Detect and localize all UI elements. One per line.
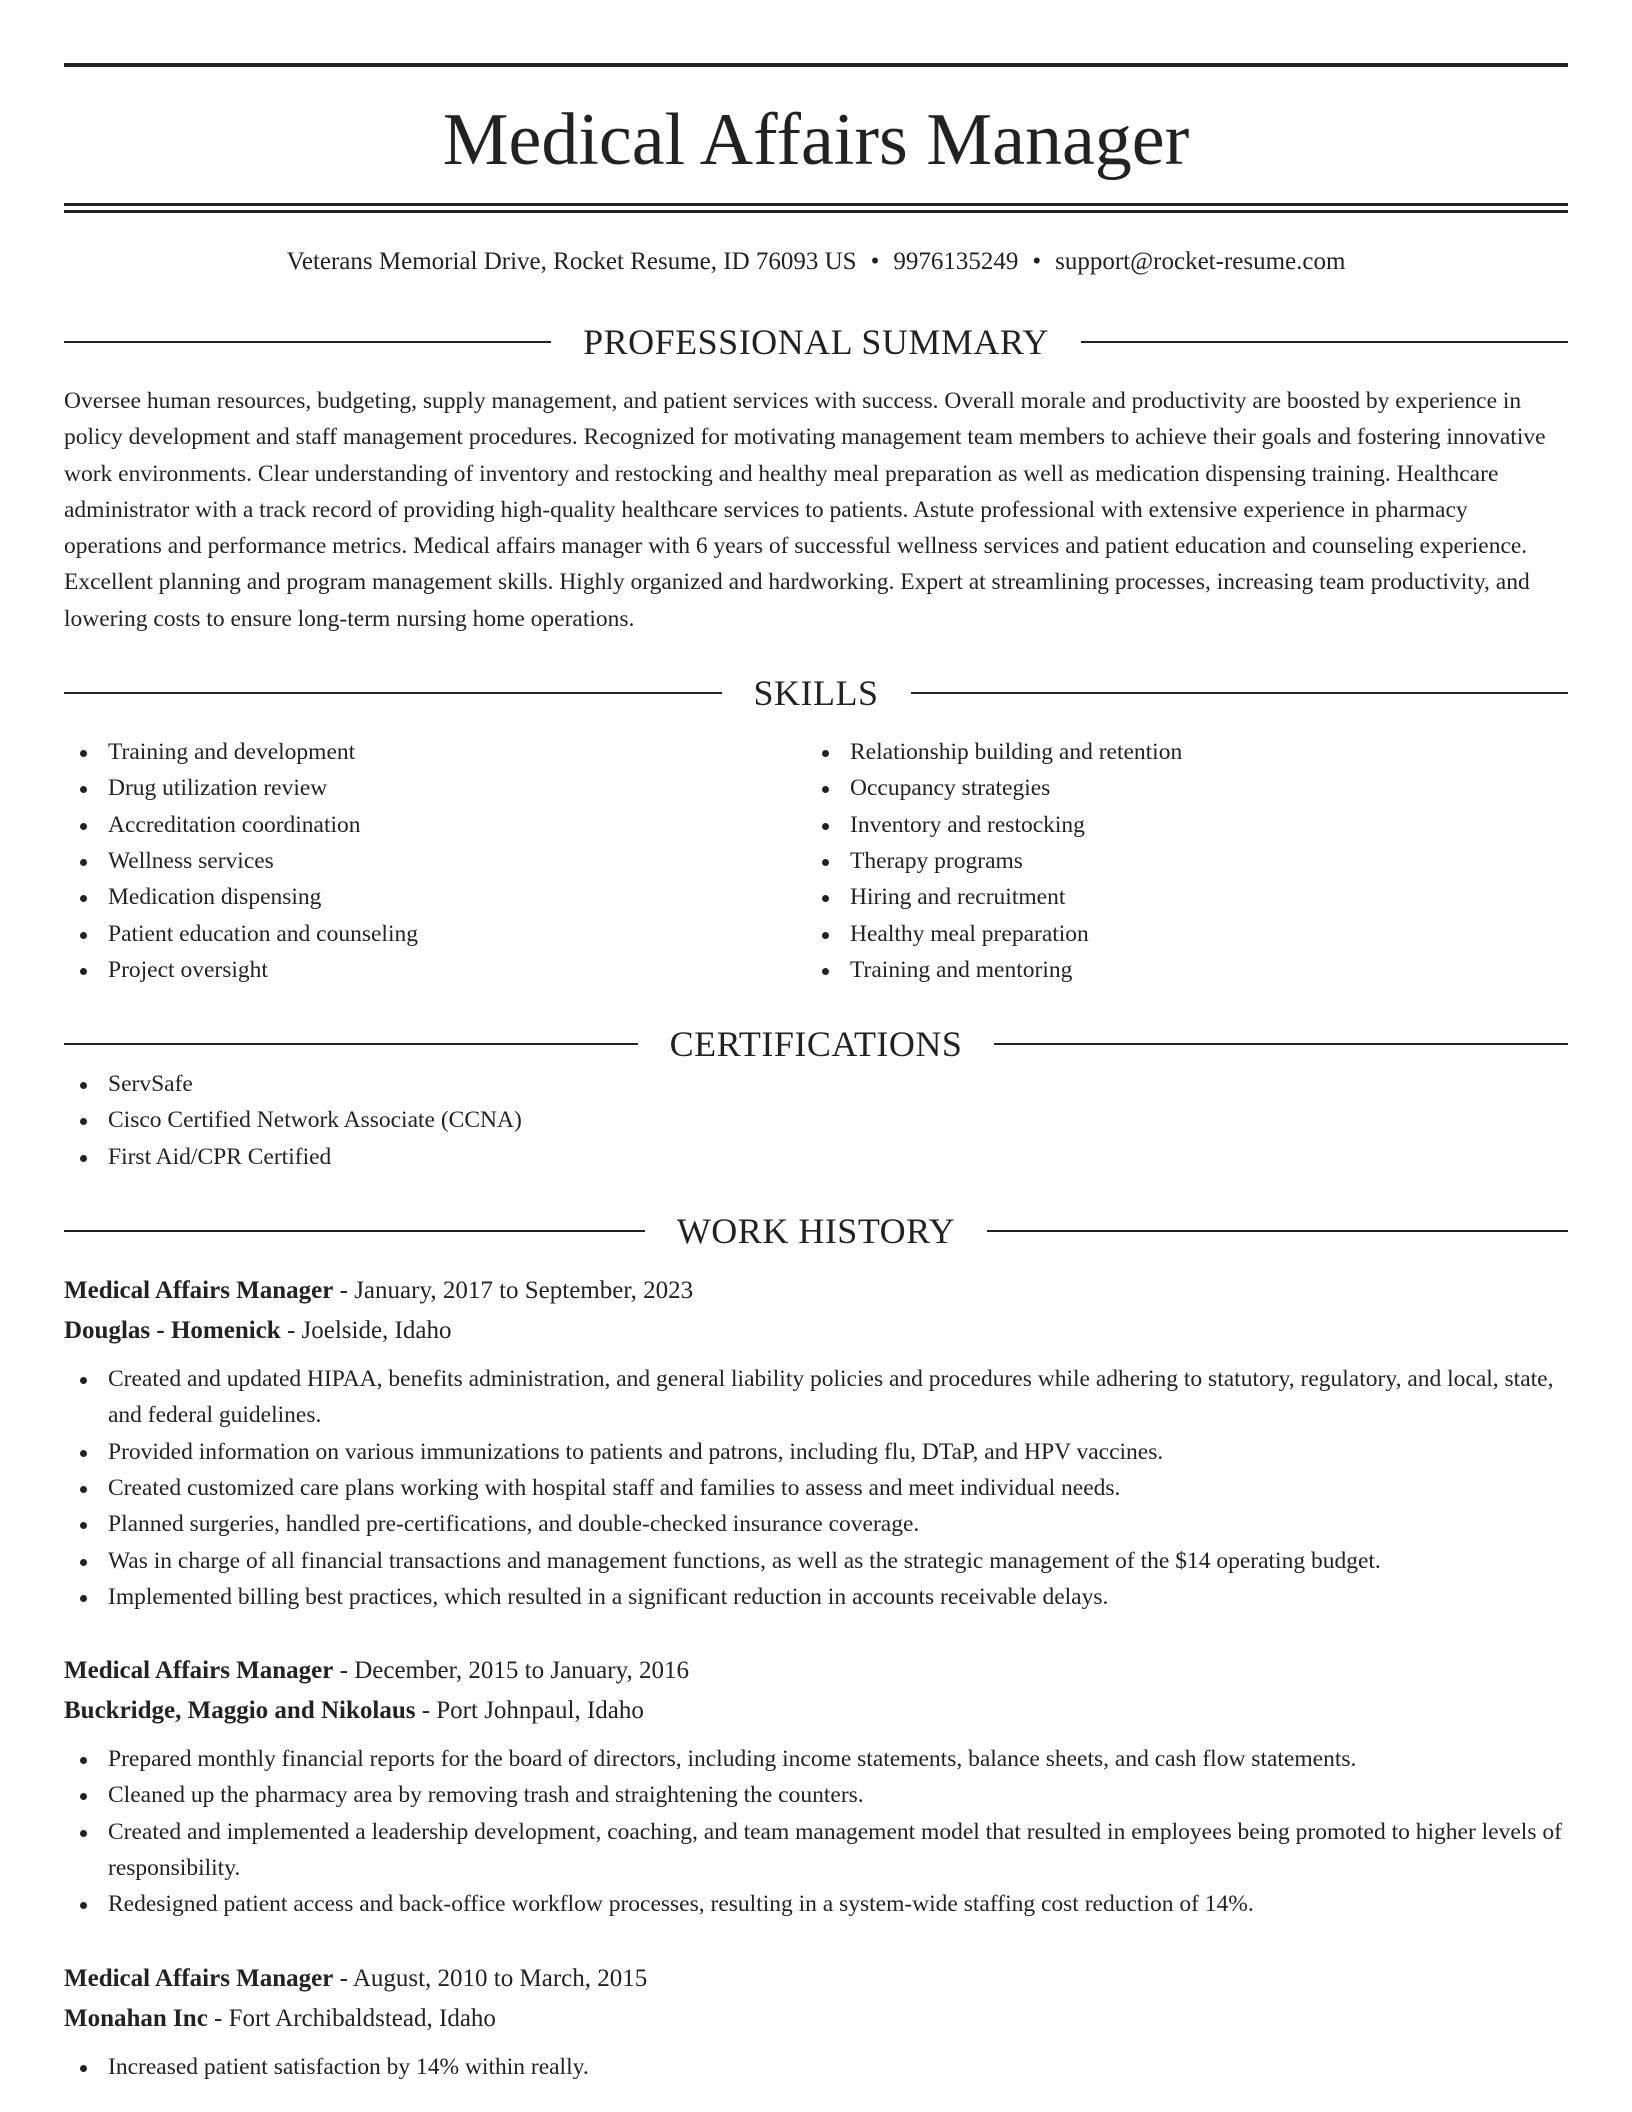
job-dates: - January, 2017 to September, 2023 — [333, 1277, 694, 1305]
job-entry — [64, 1271, 1568, 1615]
contact-separator: • — [1032, 248, 1042, 275]
skills-column-left — [64, 734, 806, 988]
heading-rule-left — [64, 341, 551, 343]
duty-item: Created customized care plans working with hospital staff and families to assess and meet individual needs. — [64, 1470, 1568, 1506]
job-duties — [64, 1741, 1568, 1922]
heading-label: CERTIFICATIONS — [669, 1024, 963, 1065]
contact-address: Veterans Memorial Drive, Rocket Resume, ID 76093 US — [286, 248, 857, 275]
skill-item: Occupancy strategies — [806, 770, 1548, 806]
skill-item: Inventory and restocking — [806, 807, 1548, 843]
skill-item: Hiring and recruitment — [806, 879, 1548, 915]
duty-item: Increased patient satisfaction by 14% within really. — [64, 2049, 1568, 2085]
certification-item: First Aid/CPR Certified — [64, 1139, 1568, 1175]
contact-phone: 9976135249 — [893, 248, 1019, 275]
resume-title: Medical Affairs Manager — [442, 99, 1190, 181]
job-title: Medical Affairs Manager — [64, 1277, 334, 1305]
heading-rule-left — [64, 1230, 645, 1232]
skill-item: Training and mentoring — [806, 952, 1548, 988]
job-location: - Port Johnpaul, Idaho — [415, 1697, 644, 1725]
job-entry — [64, 1651, 1568, 1922]
skill-item: Accreditation coordination — [64, 807, 806, 843]
section-heading-work-history — [64, 1209, 1568, 1253]
skill-item: Training and development — [64, 734, 806, 770]
skill-item: Therapy programs — [806, 843, 1548, 879]
heading-rule-right — [994, 1043, 1568, 1045]
job-title-line — [64, 1959, 1568, 1999]
skills-grid — [64, 734, 1568, 988]
duty-item: Prepared monthly financial reports for the board of directors, including income statements, balance sheets, and cash flow statements. — [64, 1741, 1568, 1777]
certifications-list — [64, 1066, 1568, 1175]
heading-rule-right — [987, 1230, 1568, 1232]
duty-item: Was in charge of all financial transactions and management functions, as well as the strategic management of the $14 operating budget. — [64, 1543, 1568, 1579]
certification-item: ServSafe — [64, 1066, 1568, 1102]
job-company: Buckridge, Maggio and Nikolaus — [64, 1697, 416, 1725]
job-dates: - December, 2015 to January, 2016 — [333, 1657, 689, 1685]
section-heading-certifications — [64, 1022, 1568, 1066]
skill-item: Healthy meal preparation — [806, 916, 1548, 952]
job-duties — [64, 2049, 1568, 2085]
heading-label: WORK HISTORY — [676, 1211, 956, 1252]
header-double-rule — [64, 203, 1568, 213]
job-entry — [64, 1959, 1568, 2085]
job-title: Medical Affairs Manager — [64, 1657, 334, 1685]
contact-line — [64, 246, 1568, 278]
skill-item: Drug utilization review — [64, 770, 806, 806]
job-company: Monahan Inc — [64, 2004, 208, 2032]
duty-item: Implemented billing best practices, which resulted in a significant reduction in accounts receivable delays. — [64, 1579, 1568, 1615]
job-title-line — [64, 1651, 1568, 1691]
contact-separator: • — [870, 248, 880, 275]
job-location: - Fort Archibaldstead, Idaho — [207, 2004, 496, 2032]
heading-rule-left — [64, 1043, 638, 1045]
duty-item: Redesigned patient access and back-office workflow processes, resulting in a system-wide staffing cost reduction of 14%. — [64, 1886, 1568, 1922]
job-duties — [64, 1361, 1568, 1615]
job-title: Medical Affairs Manager — [64, 1964, 334, 1992]
heading-rule-right — [911, 692, 1569, 694]
skill-item: Project oversight — [64, 952, 806, 988]
skill-item: Wellness services — [64, 843, 806, 879]
summary-paragraph: Oversee human resources, budgeting, supply management, and patient services with success. Overall morale and productivity are boosted by experience in policy development and staff management procedures. Recognized for motivating management team members to achieve their goals and fostering innovative work environments. Clear understanding of inventory and restocking and healthy meal preparation as well as medication dispensing training. Healthcare administrator with a track record of providing high-quality healthcare services to patients. Astute professional with extensive experience in pharmacy operations and performance metrics. Medical affairs manager with 6 years of successful wellness services and patient education and counseling experience. Excellent planning and program management skills. Highly organized and hardworking. Expert at streamlining processes, increasing team productivity, and lowering costs to ensure long-term nursing home operations. — [64, 388, 1546, 632]
contact-email: support@rocket-resume.com — [1055, 248, 1346, 275]
heading-rule-right — [1081, 341, 1568, 343]
duty-item: Created and implemented a leadership development, coaching, and team management model that resulted in employees being promoted to higher levels of responsibility. — [64, 1814, 1568, 1887]
header-top-rule — [64, 63, 1568, 67]
duty-item: Created and updated HIPAA, benefits administration, and general liability policies and procedures while adhering to statutory, regulatory, and local, state, and federal guidelines. — [64, 1361, 1568, 1434]
duty-item: Cleaned up the pharmacy area by removing trash and straightening the counters. — [64, 1777, 1568, 1813]
job-company: Douglas - Homenick — [64, 1317, 281, 1345]
resume-page — [64, 0, 1568, 2085]
skill-item: Relationship building and retention — [806, 734, 1548, 770]
job-dates: - August, 2010 to March, 2015 — [333, 1964, 648, 1992]
heading-label: PROFESSIONAL SUMMARY — [583, 322, 1049, 362]
skills-column-right — [806, 734, 1548, 988]
section-heading-summary — [64, 320, 1568, 364]
job-company-line — [64, 1691, 1568, 1731]
job-company-line — [64, 1311, 1568, 1351]
job-location: - Joelside, Idaho — [280, 1317, 452, 1345]
job-company-line — [64, 1999, 1568, 2039]
certification-item: Cisco Certified Network Associate (CCNA) — [64, 1102, 1568, 1138]
heading-label: SKILLS — [753, 673, 879, 714]
duty-item: Planned surgeries, handled pre-certifications, and double-checked insurance coverage. — [64, 1506, 1568, 1542]
skill-item: Patient education and counseling — [64, 916, 806, 952]
skill-item: Medication dispensing — [64, 879, 806, 915]
heading-rule-left — [64, 692, 722, 694]
duty-item: Provided information on various immunizations to patients and patrons, including flu, DTaP, and HPV vaccines. — [64, 1434, 1568, 1470]
section-heading-skills — [64, 671, 1568, 715]
job-title-line — [64, 1271, 1568, 1311]
